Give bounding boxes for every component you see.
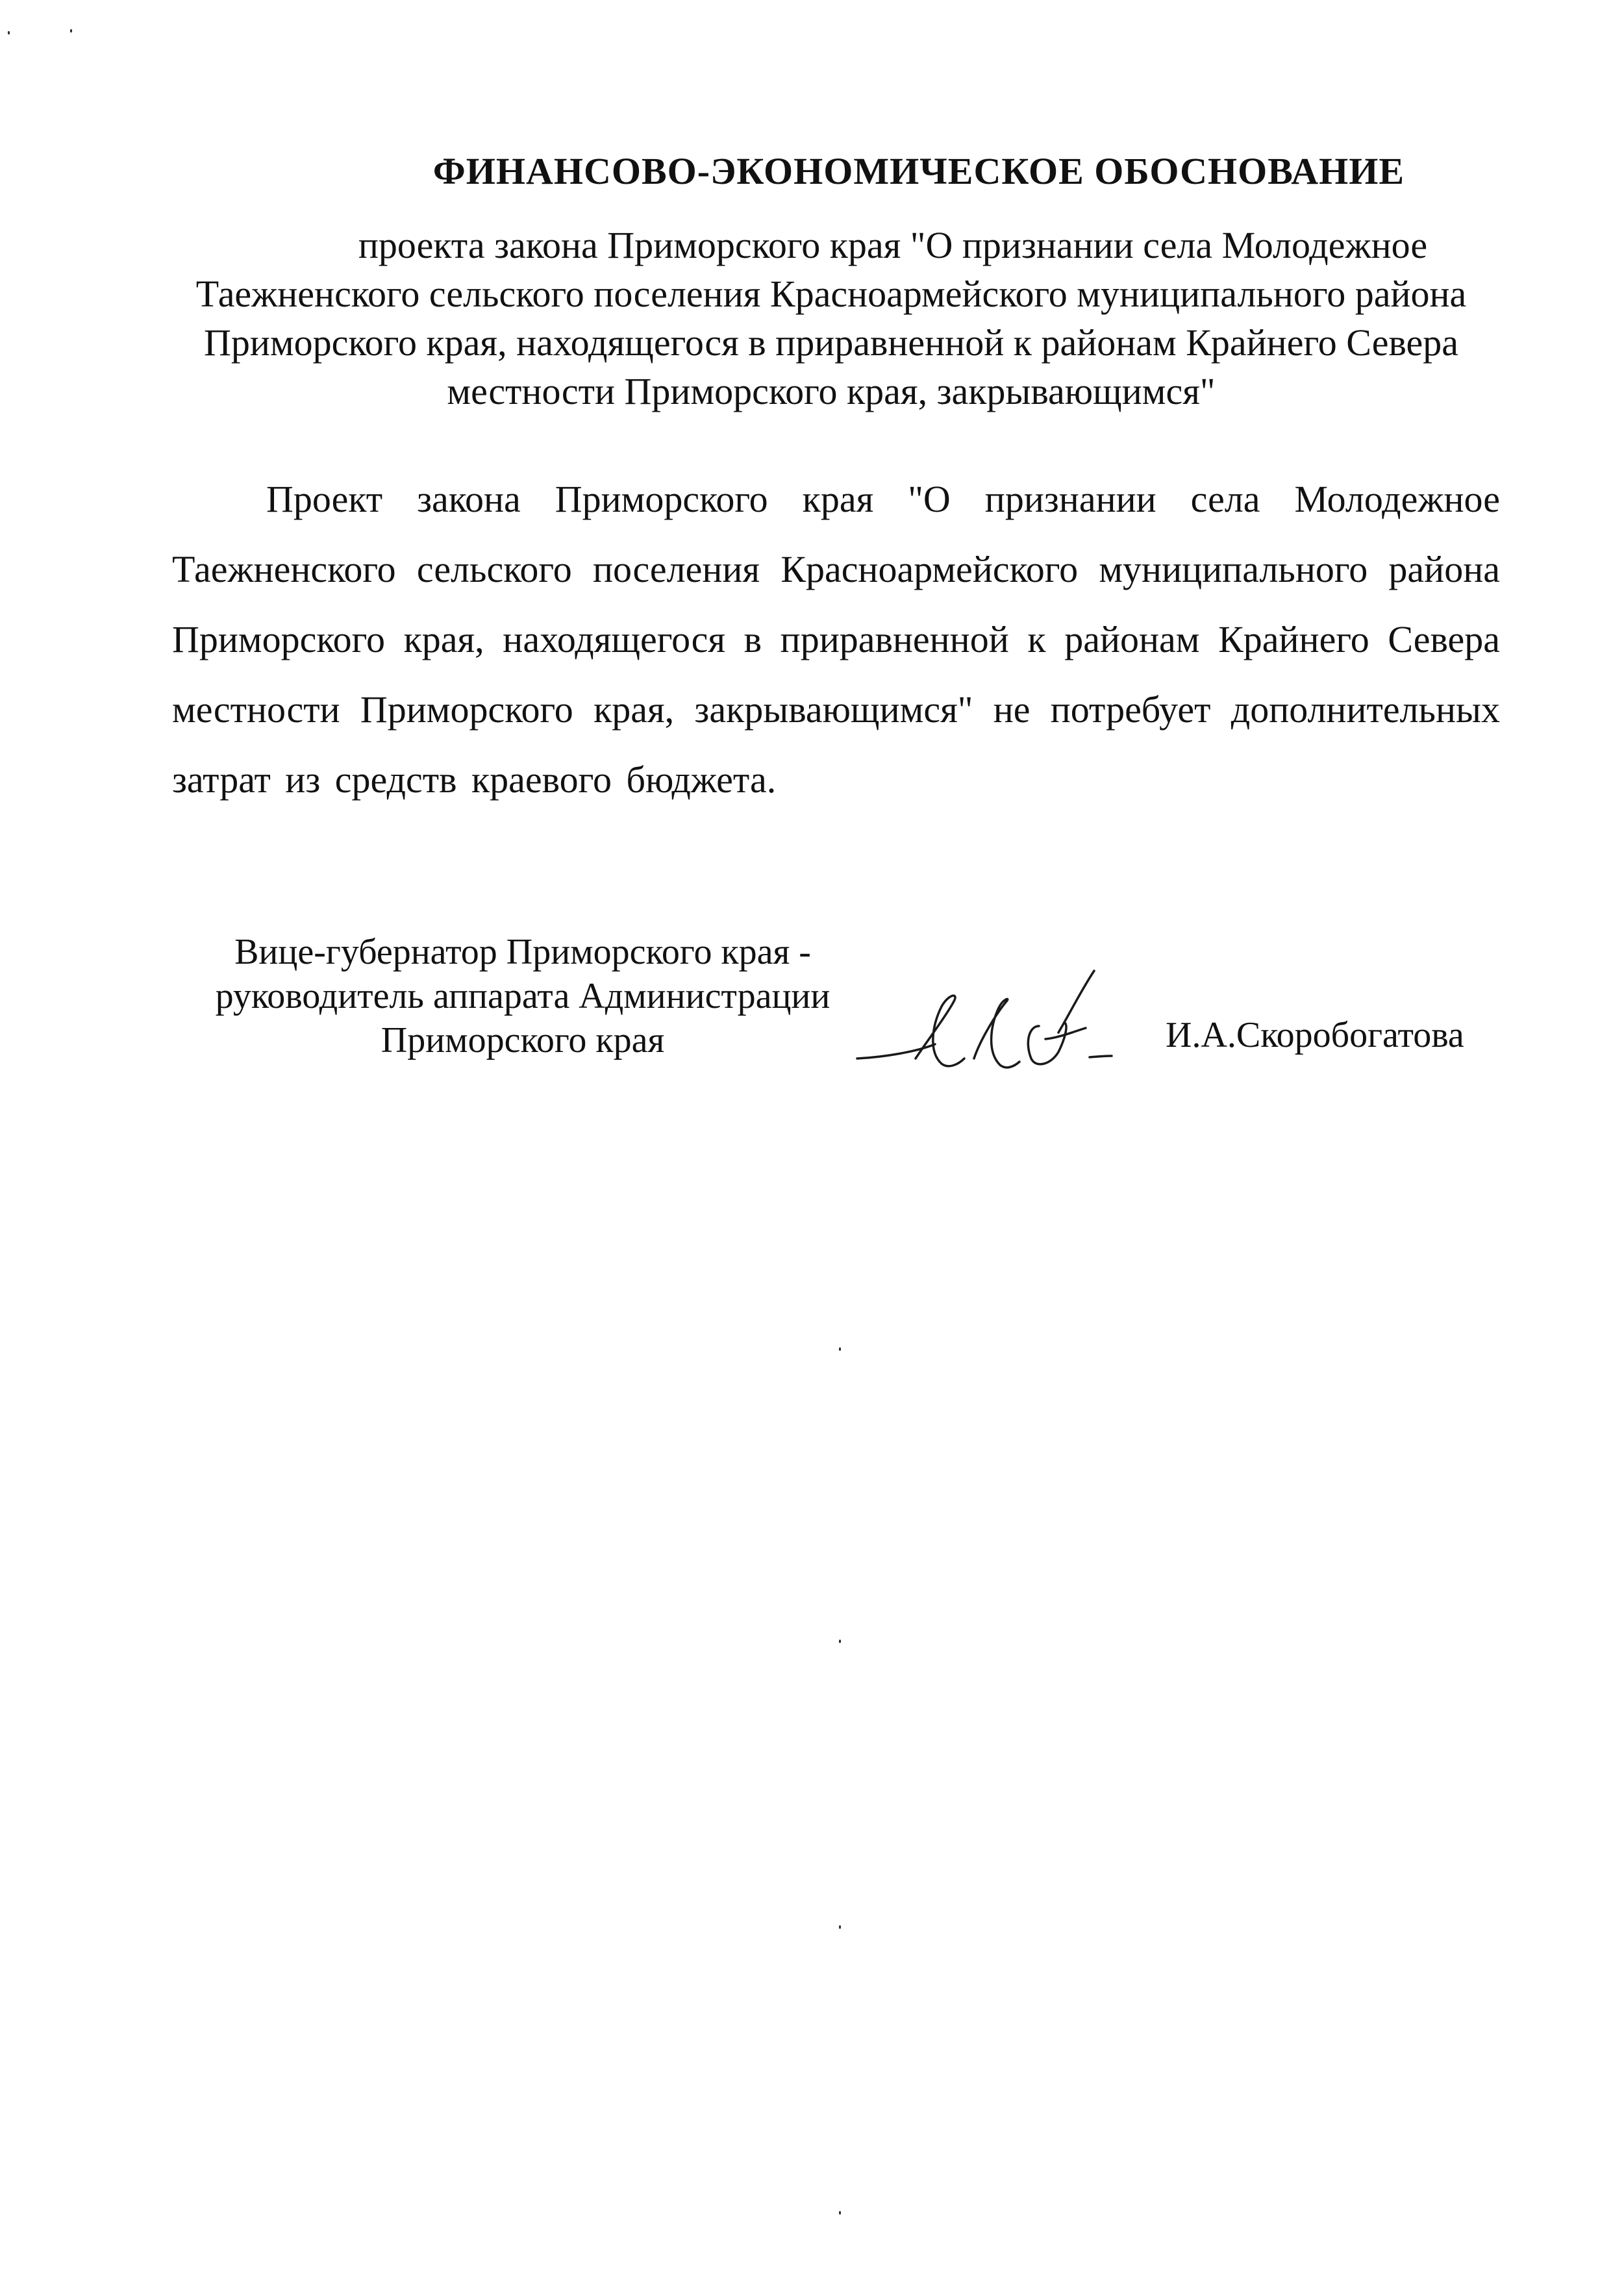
scan-speck	[70, 29, 72, 32]
body-line: Таежненского сельского поселения Красноармейского муниципального района	[172, 548, 1500, 590]
signer-role	[188, 930, 857, 1062]
signer-role-line: руководитель аппарата Администрации	[215, 976, 831, 1016]
scan-speck	[839, 2211, 841, 2214]
scan-speck	[839, 1347, 841, 1351]
body-line: местности Приморского края, закрывающимся" не потребует дополнительных	[172, 688, 1500, 731]
body-paragraph	[172, 464, 1500, 815]
subtitle-line: Таежненского сельского поселения Красноармейского муниципального района	[195, 273, 1467, 315]
scan-speck	[8, 31, 10, 34]
body-line: Приморского края, находящегося в приравненной к районам Крайнего Севера	[172, 618, 1500, 660]
scan-speck	[839, 1640, 841, 1643]
body-line: затрат из средств краевого бюджета.	[172, 758, 777, 801]
signer-role-line: Вице-губернатор Приморского края -	[234, 932, 811, 972]
subtitle-line: Приморского края, находящегося в приравненной к районам Крайнего Севера	[204, 321, 1458, 364]
scan-speck	[839, 1925, 841, 1929]
subtitle-line: местности Приморского края, закрывающимся"	[447, 370, 1216, 412]
handwritten-signature	[844, 961, 1117, 1091]
subtitle-line: проекта закона Приморского края "О признании села Молодежное	[358, 224, 1428, 266]
signer-name: И.А.Скоробогатова	[1166, 1015, 1464, 1055]
document-subtitle	[149, 221, 1513, 416]
document-title: ФИНАНСОВО-ЭКОНОМИЧЕСКОЕ ОБОСНОВАНИЕ	[432, 150, 1405, 192]
body-line: Проект закона Приморского края "О признании села Молодежное	[266, 478, 1500, 520]
signer-role-line: Приморского края	[381, 1020, 665, 1060]
